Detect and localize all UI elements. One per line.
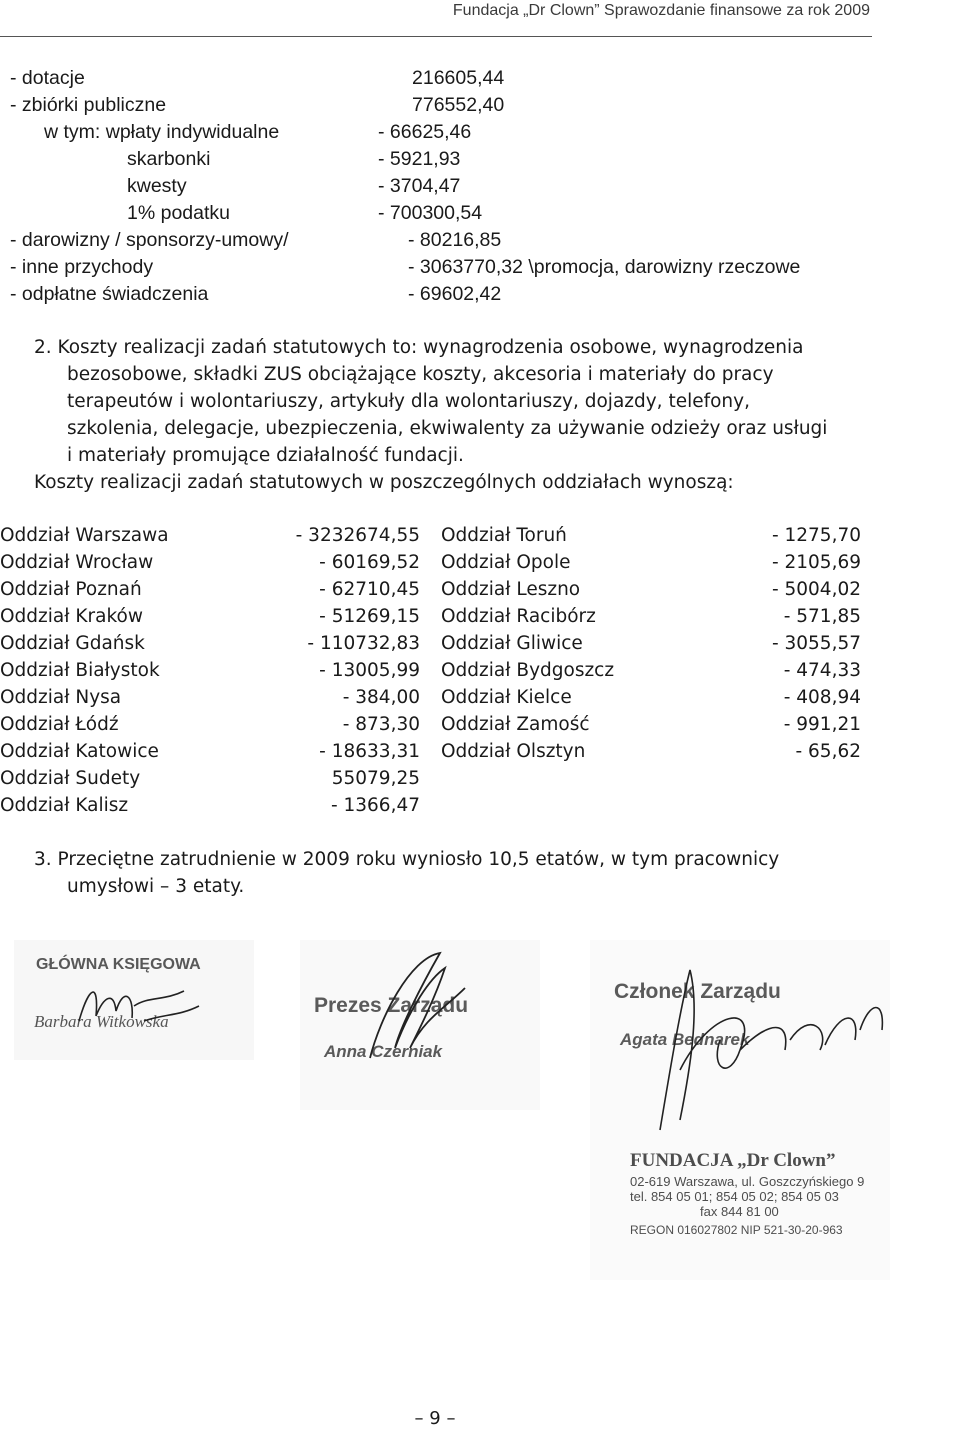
costs-paragraph-line: 2. Koszty realizacji zadań statutowych to: wynagrodzenia osobowe, wynagrodzenia (34, 337, 804, 358)
branch-value: - 474,33 (783, 660, 861, 681)
income-label: - odpłatne świadczenia (10, 283, 209, 305)
header-text: Fundacja „Dr Clown” Sprawozdanie finansowe za rok 2009 (452, 2, 870, 19)
income-label: - inne przychody (10, 256, 154, 278)
branch-name: Oddział Toruń (441, 525, 567, 546)
branch-name: Oddział Leszno (441, 579, 581, 600)
branch-value: - 110732,83 (307, 633, 420, 654)
stamp-line: FUNDACJA „Dr Clown” (630, 1150, 836, 1171)
branch-value: 55079,25 (331, 768, 420, 789)
branch-value: - 13005,99 (319, 660, 420, 681)
signature-board-member (590, 940, 890, 1280)
foundation-stamp (630, 1150, 880, 1237)
branch-value: - 18633,31 (319, 741, 420, 762)
income-label: - darowizny / sponsorzy-umowy/ (10, 229, 289, 251)
income-label: - zbiórki publiczne (10, 94, 167, 116)
handwritten-signature-icon (74, 976, 204, 1036)
costs-paragraph-line: terapeutów i wolontariuszy, artykuły dla wolontariuszy, dojazdy, telefony, (67, 391, 750, 412)
income-value: - 3063770,32 \promocja, darowizny rzeczowe (408, 256, 801, 278)
branch-value: - 571,85 (783, 606, 861, 627)
branch-name: Oddział Racibórz (441, 606, 596, 627)
branch-name: Oddział Katowice (0, 741, 159, 762)
stamp-title: GŁÓWNA KSIĘGOWA (36, 956, 201, 973)
stamp-name: Barbara Witkowska (34, 1012, 169, 1031)
branch-value: - 408,94 (783, 687, 861, 708)
branch-name: Oddział Białystok (0, 660, 160, 681)
income-value: - 700300,54 (378, 202, 483, 224)
income-value: 216605,44 (412, 67, 505, 89)
branch-name: Oddział Bydgoszcz (441, 660, 615, 681)
income-label: kwesty (127, 175, 187, 197)
branch-name: Oddział Wrocław (0, 552, 154, 573)
branch-name: Oddział Olsztyn (441, 741, 586, 762)
income-label: w tym: wpłaty indywidualne (44, 121, 280, 143)
branch-value: - 60169,52 (319, 552, 420, 573)
stamp-name: Agata Bednarek (620, 1030, 750, 1049)
branch-name: Oddział Gdańsk (0, 633, 145, 654)
employment-line: umysłowi – 3 etaty. (67, 876, 245, 897)
branch-name: Oddział Kraków (0, 606, 143, 627)
stamp-line: fax 844 81 00 (700, 1204, 779, 1219)
branch-value: - 62710,45 (319, 579, 420, 600)
branch-name: Oddział Łódź (0, 714, 119, 735)
stamp-title: Członek Zarządu (614, 980, 781, 1003)
header-rule (0, 36, 872, 37)
income-value: - 66625,46 (378, 121, 472, 143)
branch-name: Oddział Sudety (0, 768, 141, 789)
branch-value: - 991,21 (783, 714, 861, 735)
income-value: - 3704,47 (378, 175, 461, 197)
stamp-name: Anna Czerniak (324, 1042, 443, 1061)
income-value: - 69602,42 (408, 283, 502, 305)
income-label: - dotacje (10, 67, 85, 89)
income-label: 1% podatku (127, 202, 230, 224)
branch-value: - 873,30 (342, 714, 420, 735)
employment-line: 3. Przeciętne zatrudnienie w 2009 roku wyniosło 10,5 etatów, w tym pracownicy (34, 849, 780, 870)
page-number: – 9 – (414, 1408, 456, 1429)
income-value: - 5921,93 (378, 148, 461, 170)
branch-value: - 65,62 (795, 741, 861, 762)
stamp-line: tel. 854 05 01; 854 05 02; 854 05 03 (630, 1189, 839, 1204)
branch-name: Oddział Zamość (441, 714, 590, 735)
costs-paragraph-line: szkolenia, delegacje, ubezpieczenia, ekwiwalenty za używanie odzieży oraz usługi (67, 418, 828, 439)
handwritten-signature-icon (620, 950, 890, 1140)
branch-name: Oddział Warszawa (0, 525, 169, 546)
handwritten-signature-icon (350, 948, 480, 1068)
branch-value: - 384,00 (342, 687, 420, 708)
stamp-title: Prezes Zarządu (314, 994, 469, 1017)
stamp-line: REGON 016027802 NIP 521-30-20-963 (630, 1223, 843, 1237)
branches-intro: Koszty realizacji zadań statutowych w poszczególnych oddziałach wynoszą: (34, 472, 734, 493)
branch-name: Oddział Opole (441, 552, 571, 573)
branch-value: - 2105,69 (771, 552, 861, 573)
branch-value: - 51269,15 (319, 606, 420, 627)
signature-chief-accountant (14, 940, 254, 1060)
branch-value: - 3232674,55 (295, 525, 420, 546)
costs-paragraph-line: i materiały promujące działalność fundacji. (67, 445, 464, 466)
branch-name: Oddział Kalisz (0, 795, 129, 816)
branch-name: Oddział Kielce (441, 687, 572, 708)
page-header (0, 2, 870, 20)
income-value: - 80216,85 (408, 229, 502, 251)
costs-paragraph-line: bezosobowe, składki ZUS obciążające koszty, akcesoria i materiały do pracy (67, 364, 774, 385)
income-label: skarbonki (127, 148, 211, 170)
branch-name: Oddział Nysa (0, 687, 122, 708)
stamp-line: 02-619 Warszawa, ul. Goszczyńskiego 9 (630, 1174, 865, 1189)
branch-value: - 5004,02 (771, 579, 861, 600)
income-value: 776552,40 (412, 94, 505, 116)
signature-president (300, 940, 540, 1110)
branch-value: - 1275,70 (771, 525, 861, 546)
branch-value: - 1366,47 (330, 795, 420, 816)
branch-name: Oddział Gliwice (441, 633, 583, 654)
branch-name: Oddział Poznań (0, 579, 142, 600)
branch-value: - 3055,57 (771, 633, 861, 654)
